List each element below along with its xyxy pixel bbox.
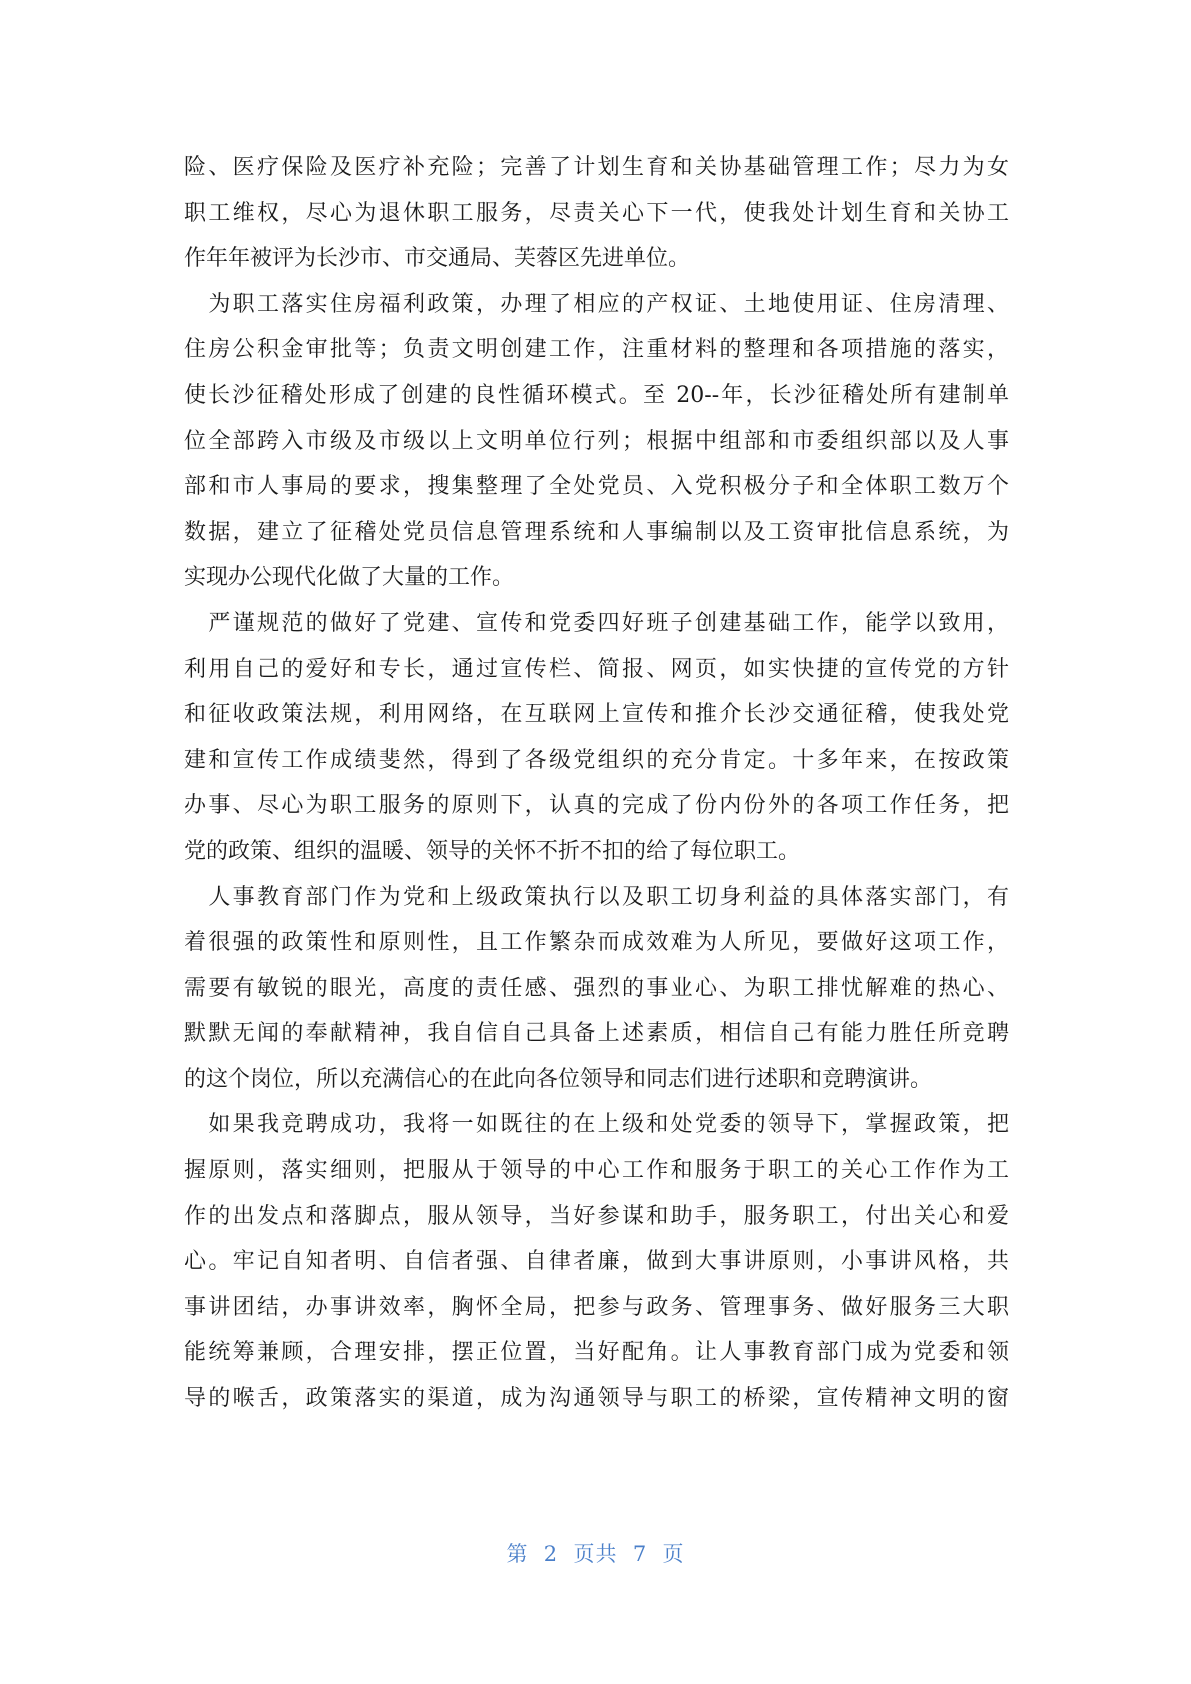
text-line: 人事教育部门作为党和上级政策执行以及职工切身利益的具体落实部门，有 [184, 884, 1009, 910]
text-line: 如果我竞聘成功，我将一如既往的在上级和处党委的领导下，掌握政策，把 [184, 1112, 1009, 1138]
text-line: 实现办公现代化做了大量的工作。 [184, 565, 515, 591]
text-line: 作年年被评为长沙市、市交通局、芙蓉区先进单位。 [184, 246, 691, 272]
text-line: 作的出发点和落脚点，服从领导，当好参谋和助手，服务职工，付出关心和爱 [184, 1203, 1009, 1229]
text-line: 的这个岗位，所以充满信心的在此向各位领导和同志们进行述职和竞聘演讲。 [184, 1066, 933, 1092]
text-line: 住房公积金审批等；负责文明创建工作，注重材料的整理和各项措施的落实， [184, 337, 1009, 363]
text-line: 事讲团结，办事讲效率，胸怀全局，把参与政务、管理事务、做好服务三大职 [184, 1294, 1009, 1320]
text-line: 使长沙征稽处形成了创建的良性循环模式。至 20--年，长沙征稽处所有建制单 [184, 382, 1009, 408]
text-line: 为职工落实住房福利政策，办理了相应的产权证、土地使用证、住房清理、 [184, 291, 1009, 317]
text-line: 心。牢记自知者明、自信者强、自律者廉，做到大事讲原则，小事讲风格，共 [184, 1249, 1009, 1275]
text-line: 和征收政策法规，利用网络，在互联网上宣传和推介长沙交通征稽，使我处党 [184, 702, 1009, 728]
text-line: 党的政策、组织的温暖、领导的关怀不折不扣的给了每位职工。 [184, 838, 801, 864]
text-line: 严谨规范的做好了党建、宣传和党委四好班子创建基础工作，能学以致用， [184, 610, 1009, 636]
page-number: 第 2 页共 7 页 [506, 1542, 685, 1566]
text-line: 办事、尽心为职工服务的原则下，认真的完成了份内份外的各项工作任务，把 [184, 793, 1009, 819]
text-line: 着很强的政策性和原则性，且工作繁杂而成效难为人所见，要做好这项工作， [184, 930, 1009, 956]
text-line: 利用自己的爱好和专长，通过宣传栏、简报、网页，如实快捷的宣传党的方针 [184, 656, 1009, 682]
text-line: 能统筹兼顾，合理安排，摆正位置，当好配角。让人事教育部门成为党委和领 [184, 1340, 1009, 1366]
text-line: 需要有敏锐的眼光，高度的责任感、强烈的事业心、为职工排忧解难的热心、 [184, 975, 1009, 1001]
text-line: 职工维权，尽心为退休职工服务，尽责关心下一代，使我处计划生育和关协工 [184, 200, 1009, 226]
body-text [184, 145, 1009, 1422]
page-footer [0, 1538, 1191, 1568]
text-line: 部和市人事局的要求，搜集整理了全处党员、入党积极分子和全体职工数万个 [184, 474, 1009, 500]
text-line: 位全部跨入市级及市级以上文明单位行列；根据中组部和市委组织部以及人事 [184, 428, 1009, 454]
text-line: 数据，建立了征稽处党员信息管理系统和人事编制以及工资审批信息系统，为 [184, 519, 1009, 545]
text-line: 险、医疗保险及医疗补充险；完善了计划生育和关协基础管理工作；尽力为女 [184, 155, 1009, 180]
text-line: 建和宣传工作成绩斐然，得到了各级党组织的充分肯定。十多年来，在按政策 [184, 747, 1009, 773]
text-line: 握原则，落实细则，把服从于领导的中心工作和服务于职工的关心工作作为工 [184, 1158, 1009, 1184]
text-line: 导的喉舌，政策落实的渠道，成为沟通领导与职工的桥梁，宣传精神文明的窗 [184, 1386, 1009, 1412]
text-line: 默默无闻的奉献精神，我自信自己具备上述素质，相信自己有能力胜任所竞聘 [184, 1021, 1009, 1047]
